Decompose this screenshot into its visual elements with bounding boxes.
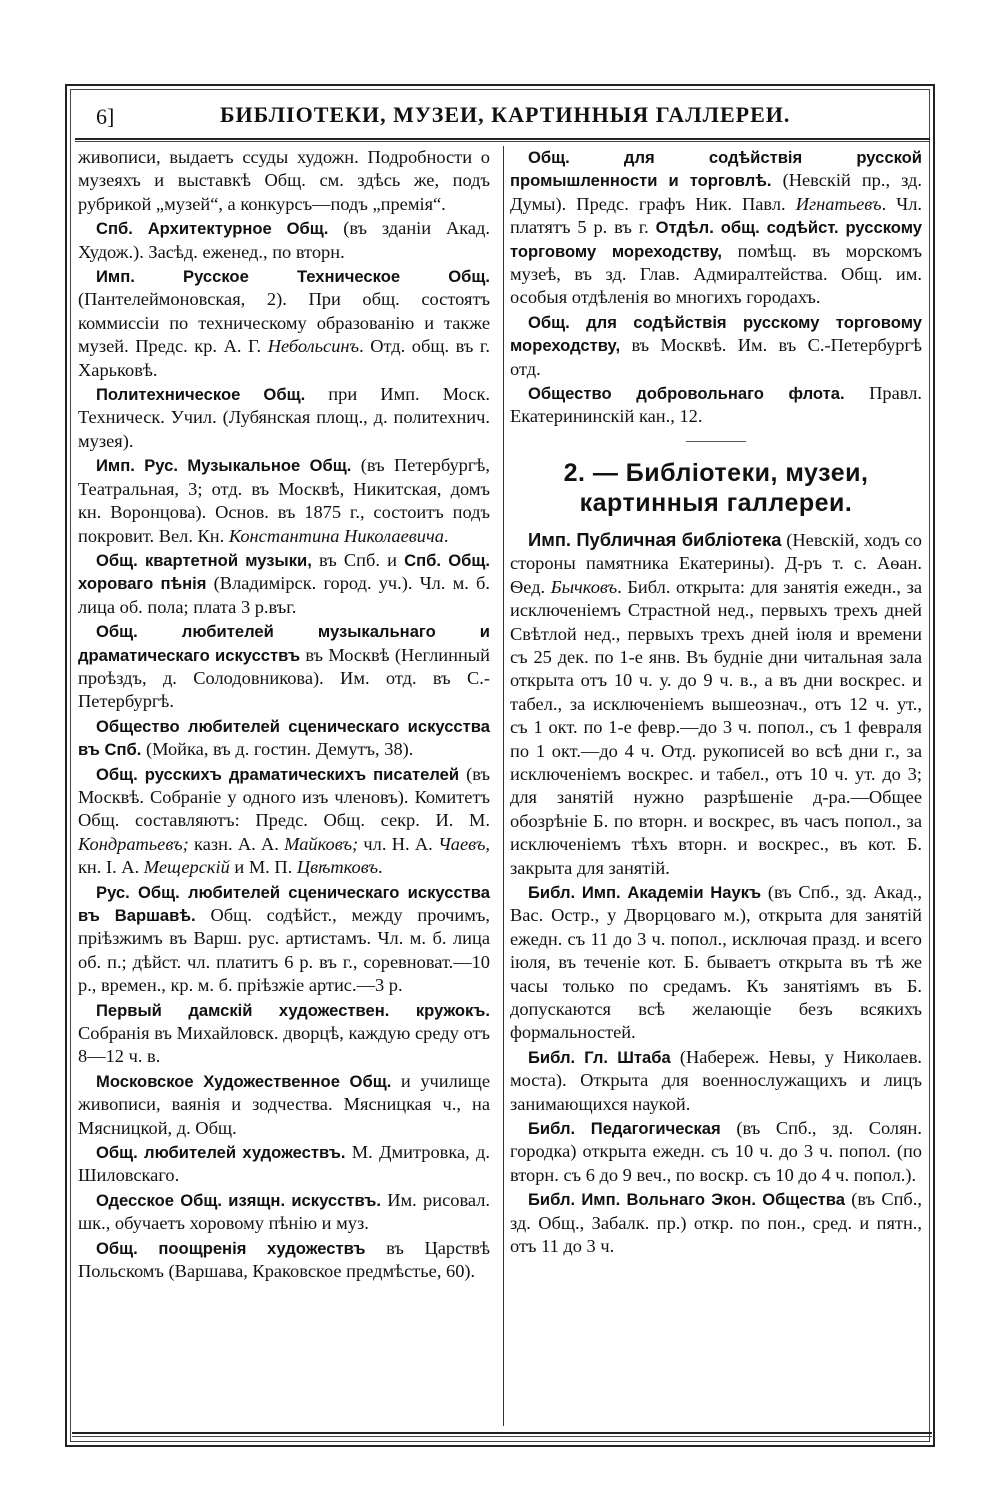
- section-separator: [686, 441, 746, 442]
- left-entry: [78, 881, 490, 998]
- right-entry: [510, 1117, 922, 1187]
- left-entry: [78, 620, 490, 714]
- entry-heading: Общ. для содѣйствія русскому торговому мореходству,: [510, 312, 922, 356]
- entry-heading: Имп. Публичная библіотека: [528, 528, 782, 550]
- person-name: Кондратьевъ;: [78, 833, 189, 854]
- left-entry: [78, 217, 490, 264]
- header-rule: [75, 138, 930, 140]
- entry-heading: Первый дамскій художествен. кружокъ.: [96, 1000, 490, 1020]
- entry-heading: Общ. любителей художествъ.: [96, 1143, 346, 1163]
- entry-text: чл. Н. А.: [358, 833, 439, 854]
- entry-text: и училище живописи, ваянія и зодчества. Мясницкая ч., на Мясницкой, д. Общ.: [78, 1070, 490, 1138]
- right-entry: [510, 881, 922, 1045]
- header-rule-thin: [75, 141, 930, 142]
- entry-text: помѣщ. въ морскомъ музеѣ, въ зд. Глав. Адмиралтейства. Общ. им. особыя отдѣленія во многихъ городахъ.: [510, 240, 922, 308]
- entry-heading: Общество добровольнаго флота.: [528, 384, 845, 404]
- entry-heading: Политехническое Общ.: [96, 385, 306, 405]
- entry-text: . Библ. открыта: для занятія ежедн., за исключеніемъ Страстной нед., первыхъ трехъ дней Свѣтлой нед., первыхъ трехъ дней іюля и времени съ 25 дек. по 1-е янв. Въ будніе дни читальная зала открыта отъ 10 ч. у. до 9 ч. в., а въ дни воскрес. и табел., за исключеніемъ вышеознач., отъ 12 ч. ут., съ 1 окт. по 1-е февр.—до 3 ч. попол., съ 1 февраля по 1 окт.—до 4 ч. Отд. рукописей во всѣ дни г., за исключеніемъ воскрес. и табел., отъ 10 ч. ут. до 3; для занятій нужно разрѣшеніе д-ра.—Общее обозрѣніе Б. по вторн. и воскрес, въ часъ попол., за исключеніемъ тѣхъ вторн. и воскрес., въ кот. Б. закрыта для занятій.: [510, 576, 922, 878]
- right-entry: [510, 382, 922, 429]
- entry-text: въ Спб. и: [311, 549, 405, 570]
- entry-text: М. Дмитровка, д. Шиловскаго.: [78, 1142, 490, 1186]
- left-entry: [78, 454, 490, 548]
- bottom-rule: [72, 1432, 932, 1434]
- person-name: Чаевъ,: [438, 833, 490, 854]
- running-header: [90, 100, 930, 136]
- entry-heading: Спб. Архитектурное Общ.: [96, 219, 329, 239]
- entry-text: (въ Москвѣ. Собраніе у одного изъ членовъ). Комитетъ Общ. составляютъ: Предс. Общ. секр. И. М.: [78, 763, 490, 831]
- left-entry-continued: [78, 146, 490, 216]
- left-column: [78, 146, 490, 1285]
- person-name: Константина Николаевича: [228, 525, 444, 546]
- page-title: БИБЛІОТЕКИ, МУЗЕИ, КАРТИННЫЯ ГАЛЛЕРЕИ.: [220, 102, 791, 127]
- entry-heading: Московское Художественное Общ.: [96, 1071, 392, 1091]
- entry-text: . Отд. общ. въ г. Харьковѣ.: [78, 336, 490, 380]
- person-name: Мещерскій: [143, 857, 230, 878]
- entry-text: .: [443, 525, 449, 546]
- entry-text: Правл. Екатерининскій кан., 12.: [510, 383, 922, 427]
- entry-text: (въ Петербургѣ, Театральная, 3; отд. въ Москвѣ, Никитская, домъ кн. Воронцова). Основ. въ 1875 г., состоитъ подъ покровит. Вел. Кн.: [78, 455, 490, 546]
- section-heading: 2. — Библіотеки, музеи, картинныя галлереи.: [563, 458, 869, 517]
- left-entry: [78, 1141, 490, 1188]
- page-number: 6]: [96, 104, 115, 129]
- entry-heading: Одесское Общ. изящн. искусствъ.: [96, 1190, 381, 1210]
- entry-heading: Общ. любителей музыкальнаго и драматическаго искусствъ: [78, 622, 490, 665]
- right-entry: [510, 1046, 922, 1116]
- entry-text: въ Москвѣ. Им. въ С.-Петербургѣ отд.: [510, 335, 922, 379]
- column-divider: [503, 146, 504, 1426]
- entry-text: (въ Спб., зд. Солян. городка) открыта ежедн. съ 10 ч. до 3 ч. попол. (по вторн. съ 6 до 9 веч., по воскр. съ 10 до 4 ч. попол.).: [510, 1118, 922, 1185]
- entry-text: Собранія въ Михайловск. дворцѣ, каждую среду отъ 8—12 ч. в.: [78, 1023, 490, 1067]
- entry-text: (Набереж. Невы, у Николаев. моста). Открыта для военнослужащихъ и лицъ занимающихся наукой.: [510, 1046, 922, 1114]
- entry-text: .: [378, 857, 383, 878]
- left-entry: [78, 715, 490, 762]
- entry-text: и М. П.: [229, 857, 297, 878]
- entry-text: живописи, выдаетъ ссуды художн. Подробности о музеяхъ и выставкѣ Общ. см. здѣсь же, подъ рубрикой „музей“, а конкурсъ—подъ „премія“.: [78, 147, 490, 214]
- entry-heading: Имп. Рус. Музыкальное Общ.: [96, 456, 352, 476]
- left-entry: [78, 1070, 490, 1140]
- entry-text: (Владимірск. город. уч.). Чл. м. б. лица об. пола; плата 3 р.въг.: [78, 573, 491, 617]
- person-name: Небольсинъ: [267, 336, 360, 357]
- entry-heading: Спб. Общ. хороваго пѣнія: [78, 550, 490, 594]
- entry-heading: Библ. Имп. Вольнаго Экон. Общества: [528, 1190, 845, 1210]
- person-name: Бычковъ: [550, 576, 618, 597]
- left-entry: [78, 265, 490, 382]
- entry-text: въ Царствѣ Польскомъ (Варшава, Краковское предмѣстье, 60).: [78, 1237, 490, 1282]
- entry-heading: Отдѣл. общ. содѣйст. русскому торговому мореходству,: [510, 218, 922, 261]
- left-entry: [78, 549, 490, 619]
- entry-text: (въ Спб., зд. Общ., Забалк. пр.) откр. по пон., сред. и пятн., отъ 11 до 3 ч.: [510, 1189, 922, 1257]
- left-entry: [78, 383, 490, 453]
- person-name: Цвѣтковъ: [296, 857, 379, 878]
- entry-heading: Библ. Гл. Штаба: [528, 1047, 671, 1067]
- entry-heading: Общ. русскихъ драматическихъ писателей: [96, 764, 460, 784]
- left-entry: [78, 763, 490, 880]
- entry-heading: Общ. квартетной музыки,: [96, 550, 312, 570]
- entry-heading: Рус. Общ. любителей сценическаго искусства въ Варшавѣ.: [78, 882, 490, 925]
- entry-text: (Мойка, въ д. гостин. Демутъ, 38).: [141, 739, 414, 760]
- person-name: Игнатьевъ: [795, 193, 882, 214]
- entry-heading: Имп. Русское Техническое Общ.: [96, 267, 490, 287]
- entry-text: Общ. содѣйст., между прочимъ, пріѣзжимъ въ Варш. рус. артистамъ. Чл. м. б. лица об. п.; дѣйст. чл. платитъ 6 р. въ г., соревноват.—10 р., времен., кр. м. б. пріѣзжіе артис.—3 р.: [78, 905, 490, 996]
- right-entry: [510, 311, 922, 381]
- entry-heading: Общ. для содѣйствія русской промышленности и торговлѣ.: [510, 148, 922, 191]
- right-entry: [510, 146, 922, 310]
- right-column: [510, 146, 922, 1259]
- entry-text: кн. І. А.: [78, 857, 144, 878]
- entry-text: (въ Спб., зд. Акад., Вас. Остр., у Дворцоваго м.), открыта для занятій ежедн. съ 11 до 3 ч. попол., исключая празд. и всего іюля, въ теченіе кот. Б. бываетъ открыта въ тѣ же часы только по средамъ. Къ занятіямъ въ Б. допускаются всѣ желающіе безъ всякихъ формальностей.: [510, 881, 922, 1043]
- entry-heading: Библ. Педагогическая: [528, 1119, 721, 1139]
- entry-text: . Чл. платятъ 5 р. въ г.: [510, 193, 922, 238]
- left-entry: [78, 1237, 490, 1284]
- left-entry: [78, 1189, 490, 1236]
- entry-text: (Пантелеймоновская, 2). При общ. состоятъ коммиссіи по техническому образованію и также музей. Предс. кр. А. Г.: [78, 289, 490, 357]
- person-name: Майковъ;: [284, 833, 359, 854]
- left-entry: [78, 999, 490, 1069]
- entry-text: (Невскій пр., зд. Думы). Предс. графъ Ник. Павл.: [510, 170, 922, 214]
- right-entry: [510, 1188, 922, 1258]
- entry-text: въ Москвѣ (Неглинный проѣздъ, д. Солодовникова). Им. отд. въ С.-Петербургѣ.: [78, 644, 491, 712]
- bottom-rule-thin: [72, 1436, 932, 1437]
- entry-heading: Библ. Имп. Академіи Наукъ: [528, 882, 762, 902]
- entry-heading: Общество любителей сценическаго искусства въ Спб.: [78, 716, 490, 760]
- entry-text: казн. А. А.: [188, 833, 285, 854]
- entry-text: (въ зданіи Акад. Худож.). Засѣд. еженед., по вторн.: [78, 218, 491, 262]
- right-entry: [510, 528, 922, 880]
- entry-text: Им. рисовал. шк., обучаетъ хоровому пѣнію и муз.: [78, 1189, 490, 1234]
- entry-text: при Имп. Моск. Техническ. Учил. (Лубянская площ., д. политехнич. музея).: [78, 384, 490, 451]
- entry-heading: Общ. поощренія художествъ: [96, 1238, 366, 1258]
- entry-text: (Невскій, ходъ со стороны памятника Екатерины). Д-ръ т. с. Аѳан. Ѳед.: [510, 529, 923, 597]
